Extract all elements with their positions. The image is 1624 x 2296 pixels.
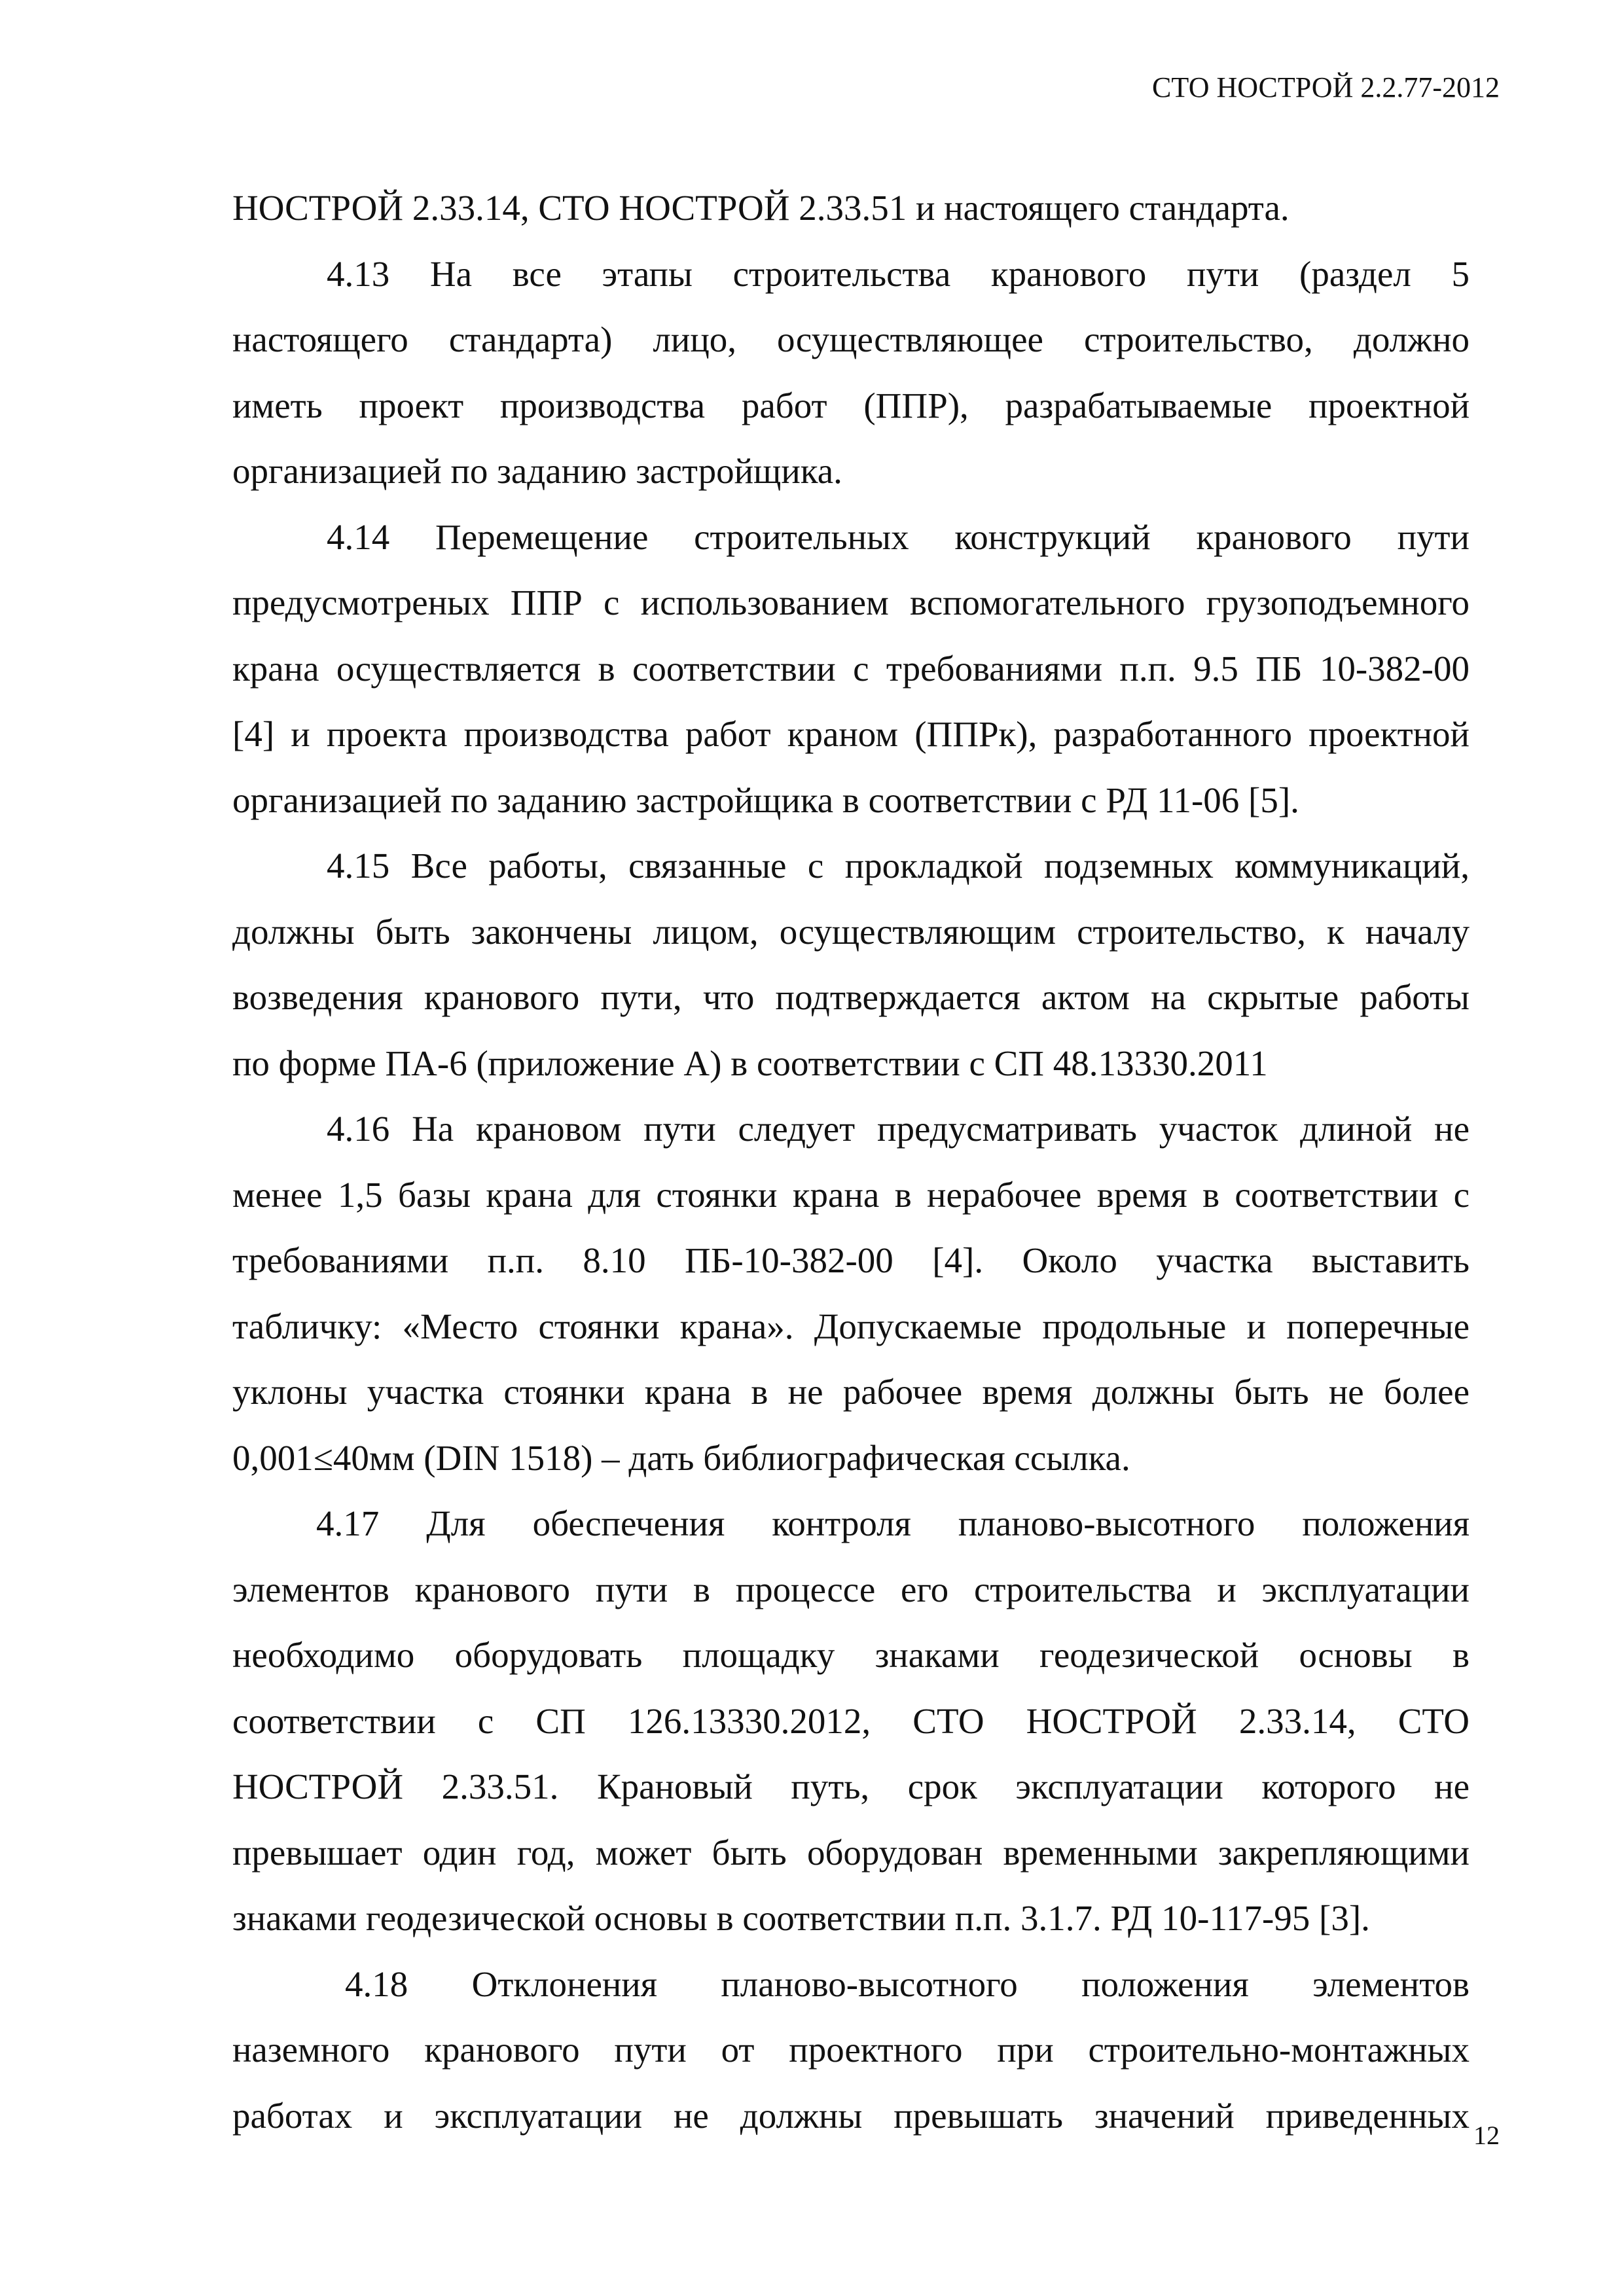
- text-line: менее 1,5 базы крана для стоянки крана в нерабочее время в соответствии с: [232, 1174, 1470, 1215]
- text-line: настоящего стандарта) лицо, осуществляющее строительство, должно: [232, 319, 1470, 359]
- paragraph-4-15-first-line: 4.15 Все работы, связанные с прокладкой подземных коммуникаций,: [327, 846, 1470, 886]
- text-line: требованиями п.п. 8.10 ПБ-10-382-00 [4]. Около участка выставить: [232, 1240, 1470, 1280]
- text-line: знаками геодезической основы в соответствии п.п. 3.1.7. РД 10-117-95 [3].: [232, 1898, 1370, 1938]
- text-line: работах и эксплуатации не должны превышать значений приведенных: [232, 2095, 1470, 2136]
- paragraph-4-18-first-line: 4.18 Отклонения планово-высотного положения элементов: [345, 1964, 1470, 2004]
- text-line: табличку: «Место стоянки крана». Допускаемые продольные и поперечные: [232, 1306, 1470, 1346]
- text-line: организацией по заданию застройщика в соответствии с РД 11-06 [5].: [232, 780, 1299, 820]
- text-line: [4] и проекта производства работ краном (ППРк), разработанного проектной: [232, 714, 1470, 754]
- text-line: возведения кранового пути, что подтверждается актом на скрытые работы: [232, 977, 1470, 1017]
- text-line: организацией по заданию застройщика.: [232, 451, 842, 491]
- text-line: предусмотреных ППР с использованием вспомогательного грузоподъемного: [232, 583, 1470, 622]
- paragraph-4-17-first-line: 4.17 Для обеспечения контроля планово-высотного положения: [316, 1503, 1470, 1543]
- text-line: необходимо оборудовать площадку знаками геодезической основы в: [232, 1635, 1470, 1675]
- text-line: превышает один год, может быть оборудован временными закрепляющими: [232, 1832, 1470, 1873]
- text-line: уклоны участка стоянки крана в не рабочее время должны быть не более: [232, 1372, 1470, 1412]
- document-body: [232, 175, 1470, 2149]
- text-line: НОСТРОЙ 2.33.14, СТО НОСТРОЙ 2.33.51 и настоящего стандарта.: [232, 188, 1290, 228]
- text-line: крана осуществляется в соответствии с требованиями п.п. 9.5 ПБ 10-382-00: [232, 648, 1470, 689]
- text-line: НОСТРОЙ 2.33.51. Крановый путь, срок эксплуатации которого не: [232, 1767, 1470, 1806]
- text-line: иметь проект производства работ (ППР), разрабатываемые проектной: [232, 385, 1470, 425]
- text-line: должны быть закончены лицом, осуществляющим строительство, к началу: [232, 911, 1470, 952]
- text-line: по форме ПА-6 (приложение А) в соответствии с СП 48.13330.2011: [232, 1043, 1268, 1083]
- text-line: 0,001≤40мм (DIN 1518) – дать библиографическая ссылка.: [232, 1437, 1130, 1478]
- paragraph-4-16-first-line: 4.16 На крановом пути следует предусматривать участок длиной не: [327, 1109, 1470, 1149]
- page-number: 12: [1473, 2121, 1500, 2150]
- text-line: элементов кранового пути в процессе его строительства и эксплуатации: [232, 1569, 1470, 1609]
- document-header-code: СТО НОСТРОЙ 2.2.77-2012: [1152, 71, 1500, 103]
- text-line: соответствии с СП 126.13330.2012, СТО НОСТРОЙ 2.33.14, СТО: [232, 1700, 1470, 1741]
- paragraph-4-13-first-line: 4.13 На все этапы строительства кранового пути (раздел 5: [327, 253, 1470, 294]
- paragraph-4-14-first-line: 4.14 Перемещение строительных конструкций кранового пути: [327, 516, 1470, 557]
- text-line: наземного кранового пути от проектного при строительно-монтажных: [232, 2030, 1470, 2070]
